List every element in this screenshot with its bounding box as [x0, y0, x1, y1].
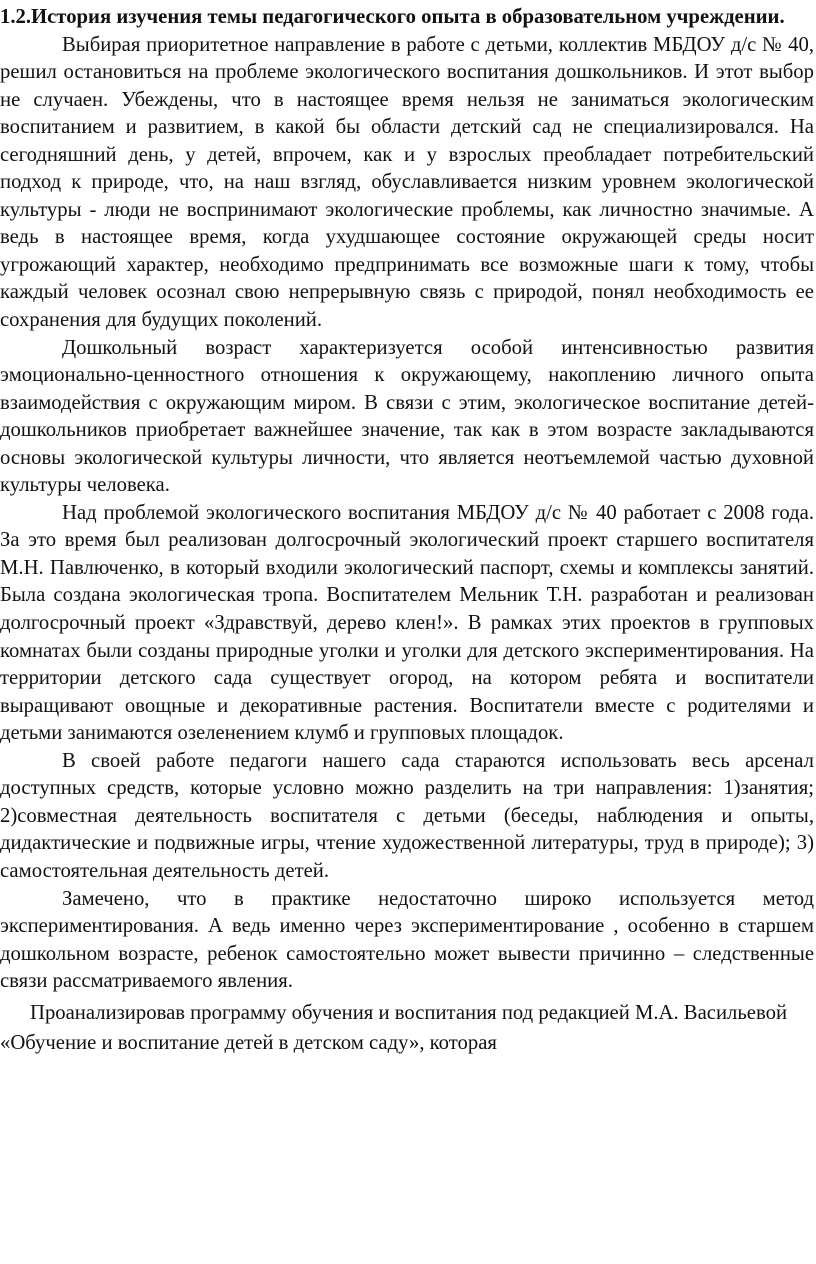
paragraph-program-analysis: Проанализировав программу обучения и воспитания под редакцией М.А. Васильевой «Обучение и воспитание детей в детском саду», которая	[0, 1001, 788, 1054]
section-heading: 1.2.История изучения темы педагогического опыта в образовательном учреждении.	[0, 6, 785, 28]
paragraph-experimentation: Замечено, что в практике недостаточно широко используется метод экспериментирования. А ведь именно через экспериментирование , особенно в старшем дошкольном возрасте, ребенок самостоятельно может вывести причинно – следственные связи рассматриваемого явления.	[0, 887, 814, 993]
paragraph-preschool-age: Дошкольный возраст характеризуется особой интенсивностью развития эмоционально-ценностного отношения к окружающему, накоплению личного опыта взаимодействия с окружающим миром. В связи с этим, экологическое воспитание детей-дошкольников приобретает важнейшее значение, так как в этом возрасте закладываются основы экологической культуры личности, что является неотъемлемой частью духовной культуры человека.	[0, 336, 814, 497]
paragraph-project-history: Над проблемой экологического воспитания МБДОУ д/с № 40 работает с 2008 года. За это время был реализован долгосрочный экологический проект старшего воспитателя М.Н. Павлюченко, в который входили экологический паспорт, схемы и комплексы занятий. Была создана экологическая тропа. Воспитателем Мельник Т.Н. разработан и реализован долгосрочный проект «Здравствуй, дерево клен!». В рамках этих проектов в групповых комнатах были созданы природные уголки и уголки для детского экспериментирования. На территории детского сада существует огород, на котором ребята и воспитатели выращивают овощные и декоративные растения. Воспитатели вместе с родителями и детьми занимаются озеленением клумб и групповых площадок.	[0, 501, 814, 745]
paragraph-ecological-priority: Выбирая приоритетное направление в работе с детьми, коллектив МБДОУ д/с № 40, решил остановиться на проблеме экологического воспитания дошкольников. И этот выбор не случаен. Убеждены, что в настоящее время нельзя не заниматься экологическим воспитанием и развитием, в какой бы области детский сад не специализировался. На сегодняшний день, у детей, впрочем, как и у взрослых преобладает потребительский подход к природе, что, на наш взгляд, обуславливается низким уровнем экологической культуры - люди не воспринимают экологические проблемы, как личностно значимые. А ведь в настоящее время, когда ухудшающее состояние окружающей среды носит угрожающий характер, необходимо предпринимать все возможные шаги к тому, чтобы каждый человек осознал свою непрерывную связь с природой, понял необходимость ее сохранения для будущих поколений.	[0, 33, 814, 332]
paragraph-work-directions: В своей работе педагоги нашего сада стараются использовать весь арсенал доступных средств, которые условно можно разделить на три направления: 1)занятия; 2)совместная деятельность воспитателя с детьми (беседы, наблюдения и опыты, дидактические и подвижные игры, чтение художественной литературы, труд в природе); 3) самостоятельная деятельность детей.	[0, 749, 814, 882]
